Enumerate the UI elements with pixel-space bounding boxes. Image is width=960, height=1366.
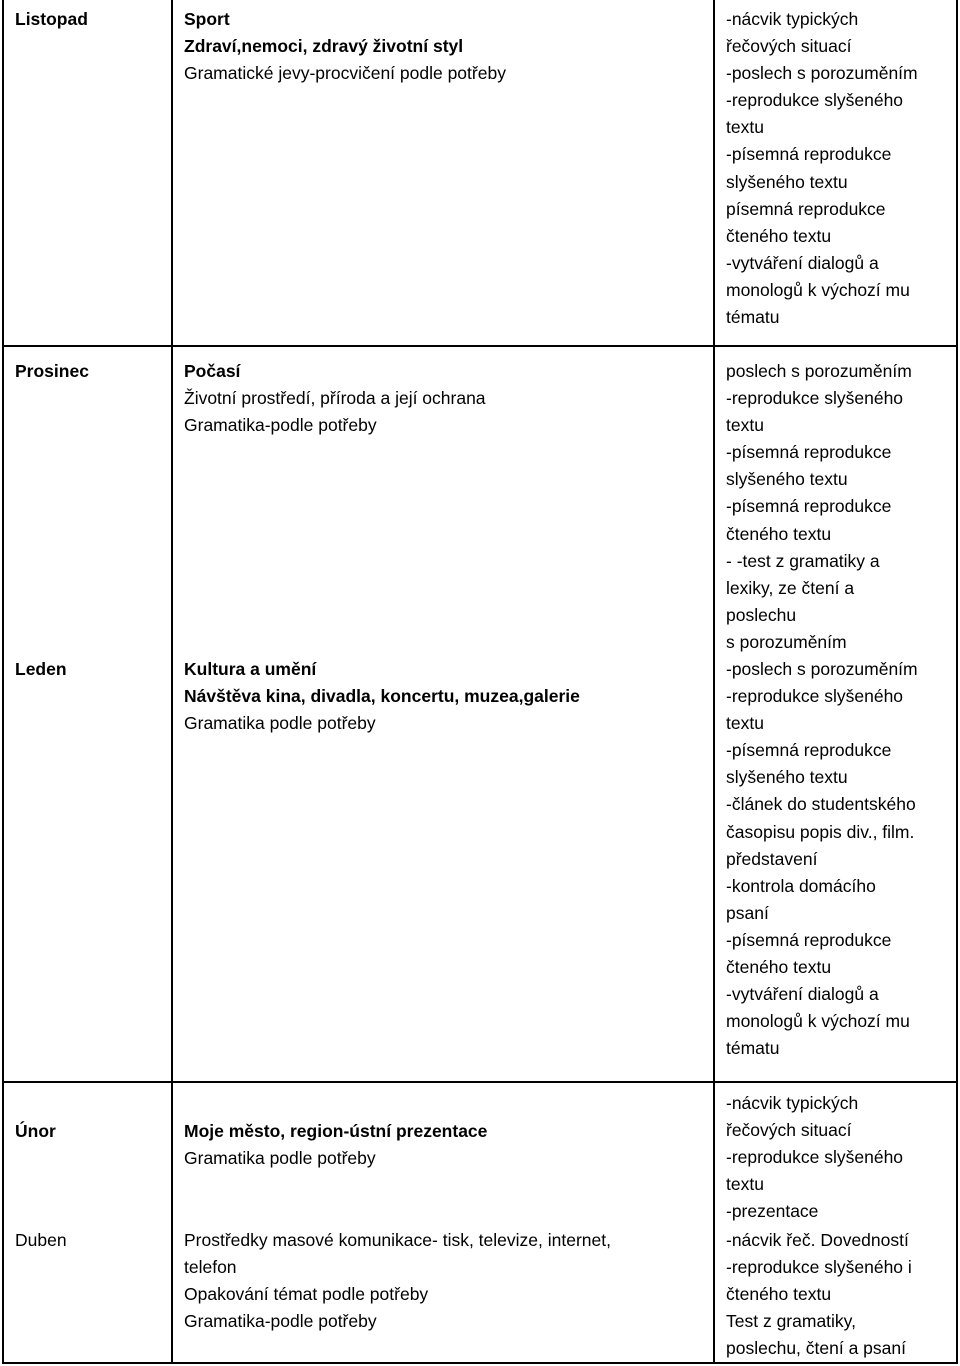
topic-line: Prostředky masové komunikace- tisk, televize, internet,	[184, 1230, 611, 1250]
activity-line: -kontrola domácího	[726, 875, 876, 896]
column-divider-1	[171, 0, 173, 1364]
activities-cell	[726, 1227, 912, 1362]
month-label: Únor	[15, 1121, 56, 1141]
activity-line: textu	[726, 117, 764, 138]
activity-line: slyšeného textu	[726, 767, 848, 788]
month-cell	[15, 1227, 67, 1254]
activity-line: -nácvik typických	[726, 9, 859, 29]
topic-line: Opakování témat podle potřeby	[184, 1284, 429, 1305]
table-border-right	[956, 0, 958, 1364]
topic-line: Gramatika podle potřeby	[184, 713, 376, 734]
activity-line: - -test z gramatiky a	[726, 550, 880, 571]
column-divider-2	[713, 0, 715, 1364]
activity-line: čteného textu	[726, 957, 832, 978]
month-cell	[15, 6, 88, 33]
activities-cell	[726, 1090, 903, 1225]
topic-line: Zdraví,nemoci, zdravý životní styl	[184, 36, 464, 57]
row-divider-1	[2, 345, 958, 347]
topic-line: Gramatika podle potřeby	[184, 1148, 376, 1169]
activities-cell	[726, 6, 918, 331]
activity-line: -článek do studentského	[726, 794, 916, 815]
activity-line: lexiky, ze čtení a	[726, 577, 855, 598]
activity-line: -písemná reprodukce	[726, 496, 892, 517]
activity-line: časopisu popis div., film.	[726, 821, 915, 842]
activity-line: -reprodukce slyšeného i	[726, 1257, 912, 1278]
activity-line: řečových situací	[726, 1120, 852, 1141]
activity-line: písemná reprodukce	[726, 198, 886, 219]
activity-line: -poslech s porozuměním	[726, 659, 918, 679]
activity-line: -reprodukce slyšeného	[726, 388, 904, 409]
topic-line: Návštěva kina, divadla, koncertu, muzea,galerie	[184, 686, 580, 707]
activity-line: -písemná reprodukce	[726, 740, 892, 761]
activity-line: s porozuměním	[726, 631, 847, 652]
month-cell	[15, 656, 67, 683]
activity-line: -písemná reprodukce	[726, 442, 892, 463]
activity-line: čteného textu	[726, 1284, 832, 1305]
activity-line: textu	[726, 415, 764, 436]
month-label: Listopad	[15, 9, 88, 29]
activity-line: poslech s porozuměním	[726, 361, 912, 381]
month-label: Duben	[15, 1230, 67, 1250]
topics-cell	[184, 656, 580, 737]
activity-line: -reprodukce slyšeného	[726, 1147, 904, 1168]
topics-cell	[184, 358, 486, 439]
activity-line: -písemná reprodukce	[726, 929, 892, 950]
month-label: Prosinec	[15, 361, 89, 381]
activity-line: textu	[726, 713, 764, 734]
topic-line: Gramatika-podle potřeby	[184, 415, 377, 436]
month-label: Leden	[15, 659, 67, 679]
topic-line: Počasí	[184, 361, 241, 381]
activity-line: -reprodukce slyšeného	[726, 90, 904, 111]
activity-line: -nácvik typických	[726, 1093, 859, 1113]
activity-line: Test z gramatiky,	[726, 1311, 856, 1332]
activity-line: psaní	[726, 902, 769, 923]
activity-line: tématu	[726, 1038, 780, 1059]
month-cell	[15, 358, 89, 385]
topic-line: Životní prostředí, příroda a její ochrana	[184, 388, 486, 409]
activity-line: monologů k výchozí mu	[726, 279, 910, 300]
activities-cell	[726, 656, 918, 1062]
activity-line: -poslech s porozuměním	[726, 63, 918, 84]
activity-line: -vytváření dialogů a	[726, 252, 879, 273]
topics-cell	[184, 1227, 611, 1335]
month-cell	[15, 1118, 56, 1145]
activity-line: poslechu	[726, 604, 797, 625]
activity-line: -vytváření dialogů a	[726, 984, 879, 1005]
activity-line: tématu	[726, 307, 780, 328]
activity-line: -reprodukce slyšeného	[726, 686, 904, 707]
topic-line: telefon	[184, 1257, 237, 1278]
activity-line: slyšeného textu	[726, 171, 848, 192]
row-divider-2	[2, 1081, 958, 1083]
activity-line: představení	[726, 848, 818, 869]
topics-cell	[184, 1118, 487, 1172]
activity-line: -písemná reprodukce	[726, 144, 892, 165]
activity-line: poslechu, čtení a psaní	[726, 1338, 906, 1359]
activity-line: čteného textu	[726, 225, 832, 246]
activity-line: slyšeného textu	[726, 469, 848, 490]
topic-line: Gramatika-podle potřeby	[184, 1311, 377, 1332]
table-border-left	[2, 0, 4, 1364]
activity-line: -nácvik řeč. Dovedností	[726, 1230, 909, 1250]
topic-line: Kultura a umění	[184, 659, 317, 679]
activity-line: řečových situací	[726, 36, 852, 57]
activity-line: monologů k výchozí mu	[726, 1011, 910, 1032]
activities-cell	[726, 358, 912, 656]
topic-line: Moje město, region-ústní prezentace	[184, 1121, 488, 1141]
activity-line: čteného textu	[726, 523, 832, 544]
topic-line: Gramatické jevy-procvičení podle potřeby	[184, 63, 506, 84]
activity-line: textu	[726, 1174, 764, 1195]
topics-cell	[184, 6, 506, 87]
topic-line: Sport	[184, 9, 230, 29]
activity-line: -prezentace	[726, 1201, 819, 1222]
